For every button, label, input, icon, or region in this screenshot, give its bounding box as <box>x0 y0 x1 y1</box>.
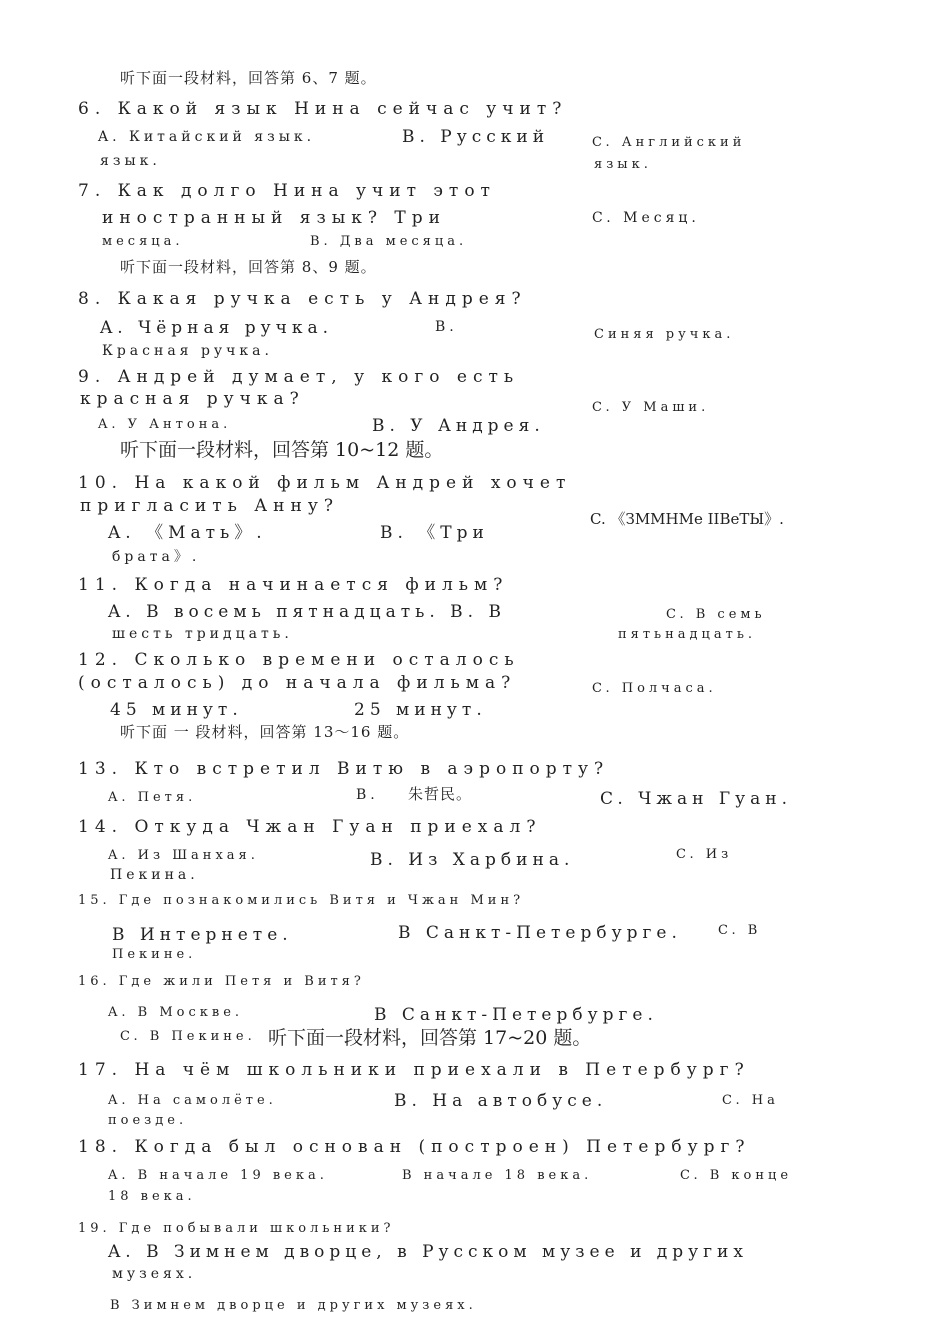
instruction-6-7: 听下面一段材料，回答第 6、7 题。 <box>120 69 377 87</box>
question-18: 18. Когда был основан (построен) Петербург? <box>78 1137 751 1157</box>
question-12: 12. Сколько времени осталось <box>78 650 520 670</box>
q18-option-c: C. В конце <box>680 1168 793 1183</box>
q17-option-a: A. На самолёте. <box>108 1093 277 1108</box>
q12-option-a: 45 минут. <box>110 700 243 720</box>
q6-option-a: A. Китайский язык. <box>98 129 316 145</box>
q13-option-b: B. <box>356 787 379 803</box>
q9-option-a: A. У Антона. <box>98 417 232 432</box>
q7-option-a-cont: месяца. <box>102 234 184 249</box>
q10-option-b-cont: брата》. <box>112 549 201 565</box>
q7-option-b: B. Два месяца. <box>310 234 468 249</box>
q19-option-b: В Зимнем дворце и других музеях. <box>110 1298 477 1313</box>
question-7: 7. Как долго Нина учит этот <box>78 181 496 201</box>
instruction-17-20: 听下面一段材料，回答第 17~20 题。 <box>268 1027 592 1049</box>
question-17: 17. На чём школьники приехали в Петербург? <box>78 1060 750 1080</box>
q6-option-c-cont: язык. <box>594 157 652 172</box>
question-14: 14. Откуда Чжан Гуан приехал? <box>78 817 542 837</box>
instruction-13-16: 听下面 一 段材料，回答第 13～16 题。 <box>120 723 410 741</box>
q11-option-c-cont: пятьнадцать. <box>618 627 757 642</box>
q17-option-c: C. На <box>722 1093 779 1108</box>
q16-option-b: В Санкт-Петербурге. <box>374 1005 658 1025</box>
q15-option-c-cont: Пекине. <box>112 947 197 962</box>
q12-option-c: C. Полчаса. <box>592 681 717 696</box>
question-8: 8. Какая ручка есть у Андрея? <box>78 289 527 309</box>
q8-option-b-cont: Красная ручка. <box>102 343 273 359</box>
q6-option-b: B. Русский <box>402 127 550 147</box>
q15-option-a: В Интернете. <box>112 925 293 945</box>
q19-option-a: A. В Зимнем дворце, в Русском музее и других <box>108 1242 748 1262</box>
q9-option-c: C. У Маши. <box>592 400 710 415</box>
q10-option-c: C. 《ЗММНМе IIВеТЫ》. <box>590 510 784 528</box>
q16-option-a: A. В Москве. <box>108 1005 244 1020</box>
q8-option-c: Синяя ручка. <box>594 327 735 342</box>
q16-option-c: C. В Пекине. <box>120 1029 256 1044</box>
q8-option-a: A. Чёрная ручка. <box>100 318 334 338</box>
q14-option-a-cont: Пекина. <box>110 867 199 883</box>
question-10-cont: пригласить Анну? <box>80 496 339 516</box>
q11-option-a: A. В восемь пятнадцать. B. В <box>108 602 506 622</box>
question-6: 6. Какой язык Нина сейчас учит? <box>78 99 568 119</box>
q6-option-b-cont: язык. <box>100 153 161 169</box>
q19-option-a-cont: музеях. <box>112 1266 197 1282</box>
question-9: 9. Андрей думает, у кого есть <box>78 367 520 387</box>
q11-option-a-cont: шесть тридцать. <box>112 626 293 642</box>
question-19: 19. Где побывали школьники? <box>78 1221 395 1236</box>
question-15: 15. Где познакомились Витя и Чжан Мин? <box>78 893 525 908</box>
q10-option-b: B. 《Три <box>380 523 489 543</box>
q17-option-b: B. На автобусе. <box>394 1091 608 1111</box>
q12-option-b: 25 минут. <box>354 700 487 720</box>
question-7-cont: иностранный язык? Три <box>102 208 446 228</box>
instruction-8-9: 听下面一段材料，回答第 8、9 题。 <box>120 258 377 276</box>
question-13: 13. Кто встретил Витю в аэропорту? <box>78 759 610 779</box>
question-10: 10. На какой фильм Андрей хочет <box>78 473 572 493</box>
q18-option-c-cont: 18 века. <box>108 1189 196 1204</box>
q11-option-c: C. В семь <box>666 607 766 622</box>
q14-option-c: C. Из <box>676 847 733 862</box>
q9-option-b: B. У Андрея. <box>372 416 545 436</box>
q13-option-c: C. Чжан Гуан. <box>600 789 792 809</box>
q13-option-b-text: 朱哲民。 <box>408 785 473 803</box>
q15-option-c: C. В <box>718 923 762 938</box>
q10-option-a: A. 《Мать》. <box>108 523 267 543</box>
question-9-cont: красная ручка? <box>80 389 305 409</box>
q15-option-b: В Санкт-Петербурге. <box>398 923 682 943</box>
q14-option-a: A. Из Шанхая. <box>108 848 259 863</box>
q13-option-a: A. Петя. <box>108 790 197 805</box>
q14-option-b: B. Из Харбина. <box>370 850 575 870</box>
question-16: 16. Где жили Петя и Витя? <box>78 974 365 989</box>
q17-option-c-cont: поезде. <box>108 1113 188 1128</box>
instruction-10-12: 听下面一段材料，回答第 10~12 题。 <box>120 439 444 461</box>
q6-option-c: C. Английский <box>592 135 746 150</box>
question-11: 11. Когда начинается фильм? <box>78 575 509 595</box>
q8-option-b: B. <box>435 319 458 335</box>
q18-option-b: В начале 18 века. <box>402 1168 593 1183</box>
q7-option-c: C. Месяц. <box>592 210 700 226</box>
q18-option-a: A. В начале 19 века. <box>108 1168 328 1183</box>
question-12-cont: (осталось) до начала фильма? <box>78 673 517 693</box>
